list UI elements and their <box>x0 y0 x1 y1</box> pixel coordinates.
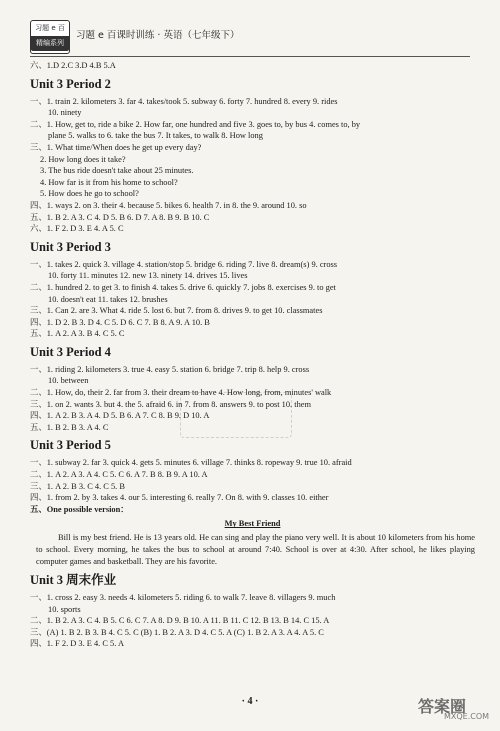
essay-label: 五、One possible version： <box>30 504 129 514</box>
answer-line: 二、1. A 2. A 3. A 4. C 5. C 6. A 7. B 8. B 9. A 10. A <box>30 470 208 480</box>
answer-line: 一、1. riding 2. kilometers 3. true 4. easy 5. station 6. bridge 7. trip 8. help 9. cross <box>30 364 310 374</box>
answer-line: 二、1. B 2. A 3. C 4. B 5. C 6. C 7. A 8. D 9. B 10. A 11. B 11. C 12. B 13. B 14. C 15. A <box>30 616 330 626</box>
series-title: 习题 e 百课时训练 · 英语（七年级下） <box>76 30 240 41</box>
answer-line: 5. How does he go to school? <box>40 189 139 199</box>
answer-line: 三、1. Can 2. are 3. What 4. ride 5. lost 6. but 7. from 8. drives 9. to get 10. classmates <box>30 306 323 316</box>
answer-line: 10. forty 11. minutes 12. new 13. ninety 14. drives 15. lives <box>48 271 248 281</box>
section-title: Unit 3 Period 2 <box>30 76 111 91</box>
answer-line: 五、1. A 2. A 3. B 4. C 5. C <box>30 329 125 339</box>
answer-line: 三、1. on 2. wants 3. but 4. the 5. afraid 6. in 7. from 8. answers 9. to post 10. them <box>30 399 311 409</box>
watermark-main: 答案圈 <box>418 697 467 716</box>
section-title: Unit 3 周末作业 <box>30 573 117 587</box>
answer-line: 10. ninety <box>48 108 82 118</box>
section-title: Unit 3 Period 5 <box>30 438 111 453</box>
page-header <box>30 20 470 54</box>
answer-line: 10. between <box>48 376 89 386</box>
answer-line: 四、1. A 2. B 3. A 4. D 5. B 6. A 7. C 8. B 9. D 10. A <box>30 411 210 421</box>
answer-line: 四、1. ways 2. on 3. their 4. because 5. bikes 6. health 7. in 8. the 9. around 10. so <box>30 200 307 210</box>
answer-line: 二、1. How, do, their 2. far from 3. their dream to have 4. How long, from, minutes' walk <box>30 388 332 398</box>
answer-line: 一、1. cross 2. easy 3. needs 4. kilometers 5. riding 6. to walk 7. leave 8. villagers 9. much <box>30 593 336 602</box>
answer-line: 四、1. F 2. D 3. E 4. C 5. A <box>30 639 124 649</box>
answer-line: 3. The bus ride doesn't take about 25 minutes. <box>40 166 194 176</box>
answer-line: 四、1. from 2. by 3. takes 4. our 5. interesting 6. really 7. On 8. with 9. classes 10. either <box>30 493 329 503</box>
answer-line: 二、1. How, get to, ride a bike 2. How far, one hundred and five 3. goes to, by bus 4. comes to, by <box>30 119 361 129</box>
answer-line: 四、1. D 2. B 3. D 4. C 5. D 6. C 7. B 8. A 9. A 10. B <box>30 317 210 327</box>
answer-line: 六、1. F 2. D 3. E 4. A 5. C <box>30 224 124 234</box>
answer-line: 10. doesn't eat 11. takes 12. brushes <box>48 294 168 304</box>
answer-line: 一、1. takes 2. quick 3. village 4. station/stop 5. bridge 6. riding 7. live 8. dream(s) 9. cross <box>30 259 338 269</box>
answer-line: 10. sports <box>48 604 81 614</box>
page-number: · 4 · <box>241 696 259 707</box>
answer-line: plane 5. walks to 6. take the bus 7. It takes, to walk 8. How long <box>48 131 263 141</box>
essay-title: My Best Friend <box>224 519 281 529</box>
answer-line: 三、1. What time/When does he get up every day? <box>30 142 202 152</box>
watermark-stamp-overlay <box>180 392 292 438</box>
answer-line: 三、(A) 1. B 2. B 3. B 4. C 5. C (B) 1. B 2. A 3. D 4. C 5. A (C) 1. B 2. A 3. A 4. A 5. C <box>30 627 324 637</box>
section-title: Unit 3 Period 3 <box>30 239 111 254</box>
answer-key <box>30 60 475 650</box>
watermark-sub: MXQE.COM <box>444 712 490 721</box>
answer-line: 一、1. train 2. kilometers 3. far 4. takes/took 5. subway 6. forty 7. hundred 8. every 9. rides <box>30 96 338 106</box>
logo-line-1: 习题 e 百 <box>35 24 65 32</box>
answer-line: 三、1. A 2. B 3. C 4. C 5. B <box>30 481 125 491</box>
answer-line: 五、1. B 2. B 3. A 4. C <box>30 422 109 432</box>
section-title: Unit 3 Period 4 <box>30 344 111 359</box>
header-divider <box>30 56 470 57</box>
answer-line: 4. How far is it from his home to school? <box>40 177 178 187</box>
essay-body: Bill is my best friend. He is 13 years old. He can sing and play the piano very well. It is about 10 kilometers from his home to school. Every morning, he takes the bus to school at around 7:40. School is over at 4:30. After school, he likes playing computer games and basketball. They are his favorite. <box>36 533 475 566</box>
answer-line: 六、1.D 2.C 3.D 4.B 5.A <box>30 61 116 70</box>
series-logo <box>30 20 70 54</box>
logo-line-2: 精编系列 <box>31 36 69 51</box>
answer-line: 一、1. subway 2. far 3. quick 4. gets 5. minutes 6. village 7. thinks 8. ropeway 9. true 10. afraid <box>30 458 352 468</box>
site-watermark <box>418 694 490 724</box>
answer-line: 2. How long does it take? <box>40 154 126 164</box>
answer-line: 二、1. hundred 2. to get 3. to finish 4. takes 5. drive 6. quickly 7. jobs 8. exercises 9. to get <box>30 282 336 292</box>
answer-line: 五、1. B 2. A 3. C 4. D 5. B 6. D 7. A 8. B 9. B 10. C <box>30 212 210 222</box>
